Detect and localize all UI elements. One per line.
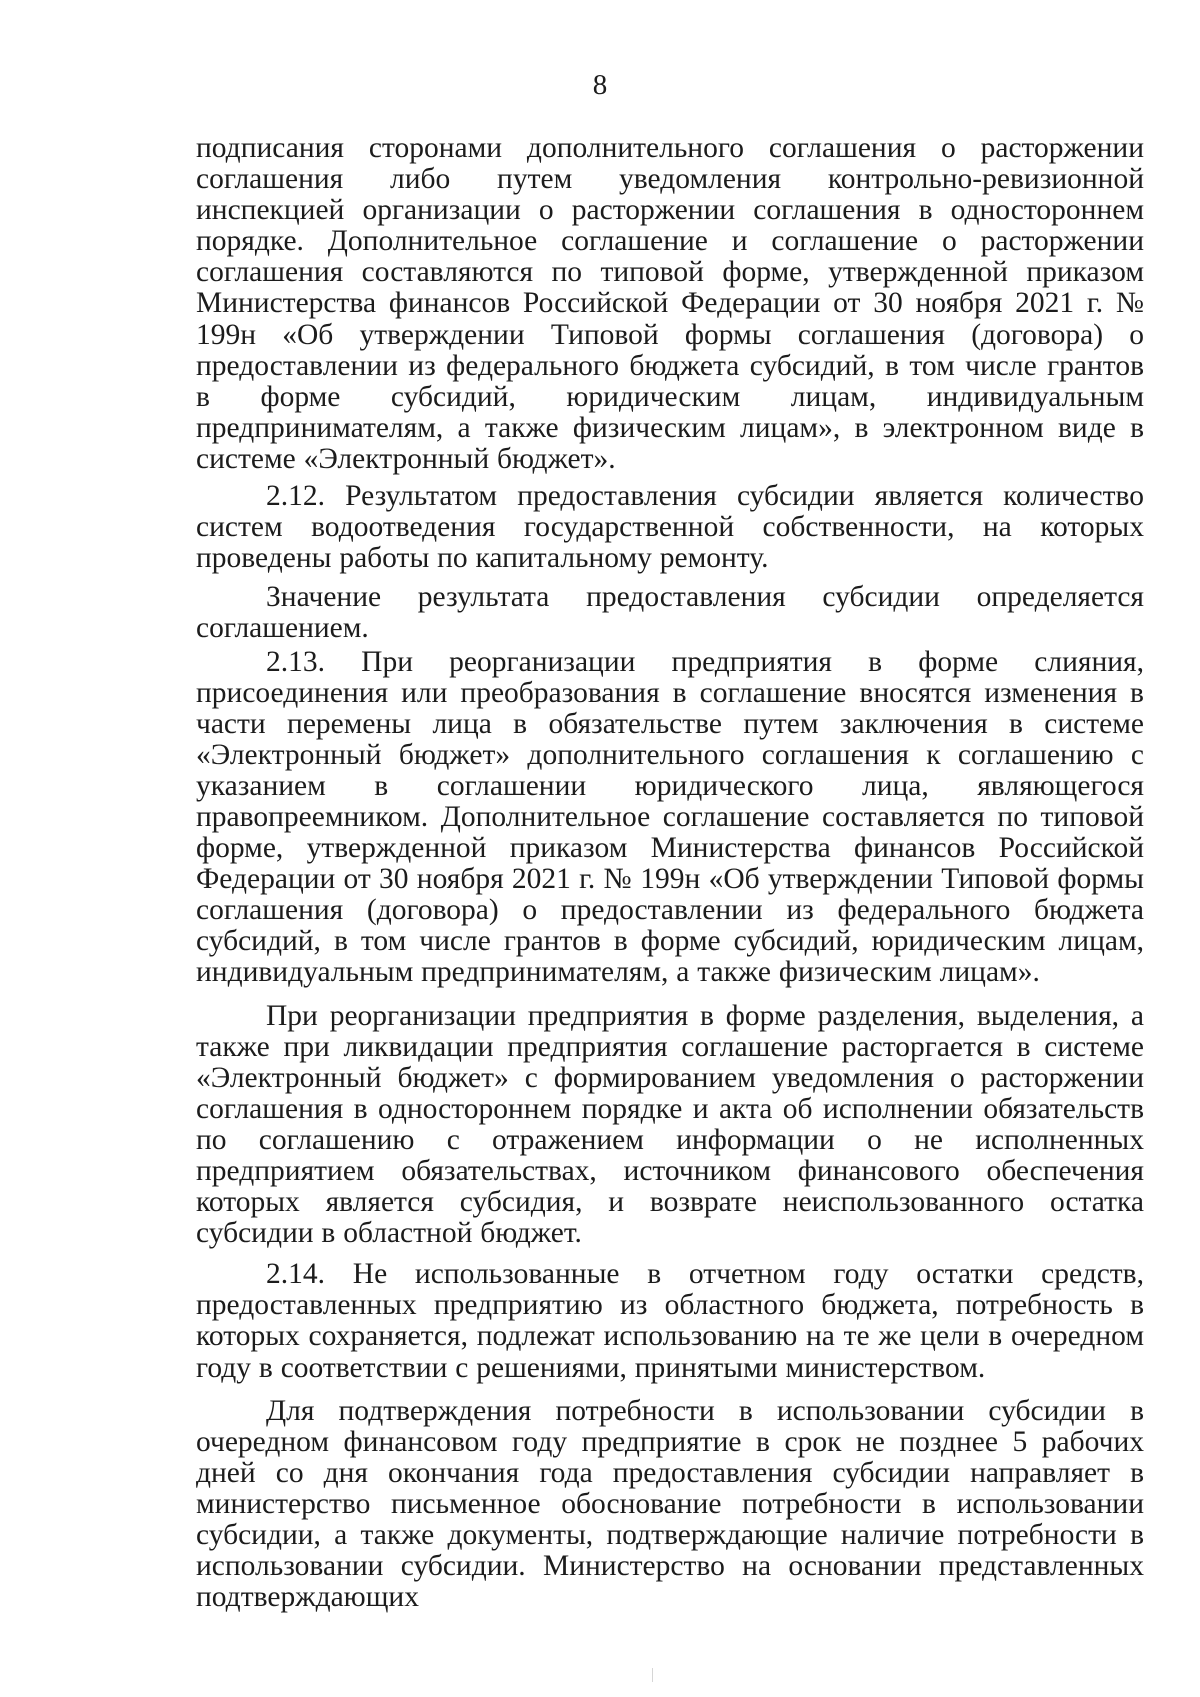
paragraph-continuation: подписания сторонами дополнительного соглашения о расторжении соглашения либо путем уведомления контрольно-ревизионной инспекцией организации о расторжении соглашения в одностороннем порядке. Дополнительное соглашение и соглашение о расторжении соглашения составляются по типовой форме, утвержденной приказом Министерства финансов Российской Федерации от 30 ноября 2021 г. № 199н «Об утверждении Типовой формы соглашения (договора) о предоставлении из федерального бюджета субсидий, в том числе грантов в форме субсидий, юридическим лицам, индивидуальным предпринимателям, а также физическим лицам», в электронном виде в системе «Электронный бюджет». (196, 132, 1144, 475)
page-number: 8 (592, 69, 608, 101)
paragraph-reorganization: При реорганизации предприятия в форме разделения, выделения, а также при ликвидации предприятия соглашение расторгается в системе «Электронный бюджет» с формированием уведомления о расторжении соглашения в одностороннем порядке и акта об исполнении обязательств по соглашению с отражением информации о не исполненных предприятием обязательствах, источником финансового обеспечения которых является субсидия, и возврате неиспользованного остатка субсидии в областной бюджет. (196, 999, 1144, 1250)
paragraph-result-value: Значение результата предоставления субсидии определяется соглашением. (196, 581, 1144, 645)
paragraph-2-14: 2.14. Не использованные в отчетном году остатки средств, предоставленных предприятию из областного бюджета, потребность в которых сохраняется, подлежат использованию на те же цели в очередном году в соответствии с решениями, принятыми министерством. (196, 1258, 1144, 1384)
paragraph-2-13: 2.13. При реорганизации предприятия в форме слияния, присоединения или преобразования в соглашение вносятся изменения в части перемены лица в обязательстве путем заключения в системе «Электронный бюджет» дополнительного соглашения к соглашению с указанием в соглашении юридического лица, являющегося правопреемником. Дополнительное соглашение составляется по типовой форме, утвержденной приказом Министерства финансов Российской Федерации от 30 ноября 2021 г. № 199н «Об утверждении Типовой формы соглашения (договора) о предоставлении из федерального бюджета субсидий, в том числе грантов в форме субсидий, юридическим лицам, индивидуальным предпринимателям, а также физическим лицам». (196, 645, 1144, 989)
document-body (196, 133, 1144, 1613)
paragraph-2-12: 2.12. Результатом предоставления субсидии является количество систем водоотведения государственной собственности, на которых проведены работы по капитальному ремонту. (196, 480, 1144, 575)
scan-artifact (652, 1668, 653, 1682)
paragraph-confirmation: Для подтверждения потребности в использовании субсидии в очередном финансовом году предприятие в срок не позднее 5 рабочих дней со дня окончания года предоставления субсидии направляет в министерство письменное обоснование потребности в использовании субсидии, а также документы, подтверждающие наличие потребности в использовании субсидии. Министерство на основании представленных подтверждающих (196, 1394, 1144, 1614)
